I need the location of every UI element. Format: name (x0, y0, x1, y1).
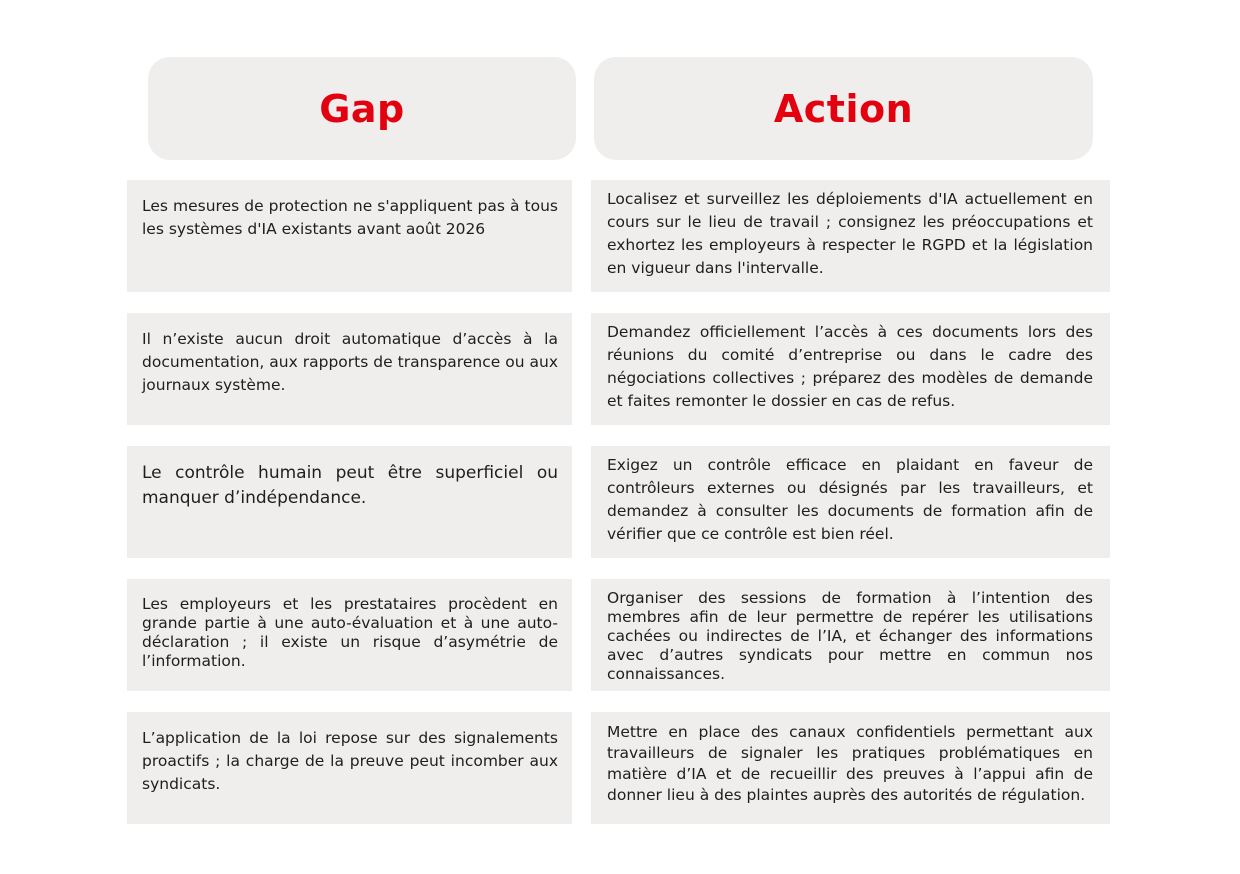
gap-cell-5: L’application de la loi repose sur des signalements proactifs ; la charge de la preuve peut incomber aux syndicats. (127, 712, 572, 824)
action-cell-3: Exigez un contrôle efficace en plaidant en faveur de contrôleurs externes ou désignés par les travailleurs, et demandez à consulter les documents de formation afin de vérifier que ce contrôle est bien réel. (591, 446, 1110, 558)
gap-column-header (148, 57, 576, 160)
action-cell-4: Organiser des sessions de formation à l’intention des membres afin de leur permettre de repérer les utilisations cachées ou indirectes de l’IA, et échanger des informations avec d’autres syndicats pour mettre en commun nos connaissances. (591, 579, 1110, 691)
action-column-header (594, 57, 1093, 160)
gap-cell-4: Les employeurs et les prestataires procèdent en grande partie à une auto-évaluation et à une auto-déclaration ; il existe un risque d’asymétrie de l’information. (127, 579, 572, 691)
gap-cell-2: Il n’existe aucun droit automatique d’accès à la documentation, aux rapports de transparence ou aux journaux système. (127, 313, 572, 425)
action-cell-2: Demandez officiellement l’accès à ces documents lors des réunions du comité d’entreprise ou dans le cadre des négociations collectives ; préparez des modèles de demande et faites remonter le dossier en cas de refus. (591, 313, 1110, 425)
action-header-title: Action (773, 86, 914, 131)
action-cell-1: Localisez et surveillez les déploiements d'IA actuellement en cours sur le lieu de travail ; consignez les préoccupations et exhortez les employeurs à respecter le RGPD et la législation en vigueur dans l'intervalle. (591, 180, 1110, 292)
gap-header-title: Gap (319, 86, 405, 131)
gap-cell-3: Le contrôle humain peut être superficiel ou manquer d’indépendance. (127, 446, 572, 558)
action-cell-5: Mettre en place des canaux confidentiels permettant aux travailleurs de signaler les pratiques problématiques en matière d’IA et de recueillir des preuves à l’appui afin de donner lieu à des plaintes auprès des autorités de régulation. (591, 712, 1110, 824)
gap-cell-1: Les mesures de protection ne s'appliquent pas à tous les systèmes d'IA existants avant août 2026 (127, 180, 572, 292)
